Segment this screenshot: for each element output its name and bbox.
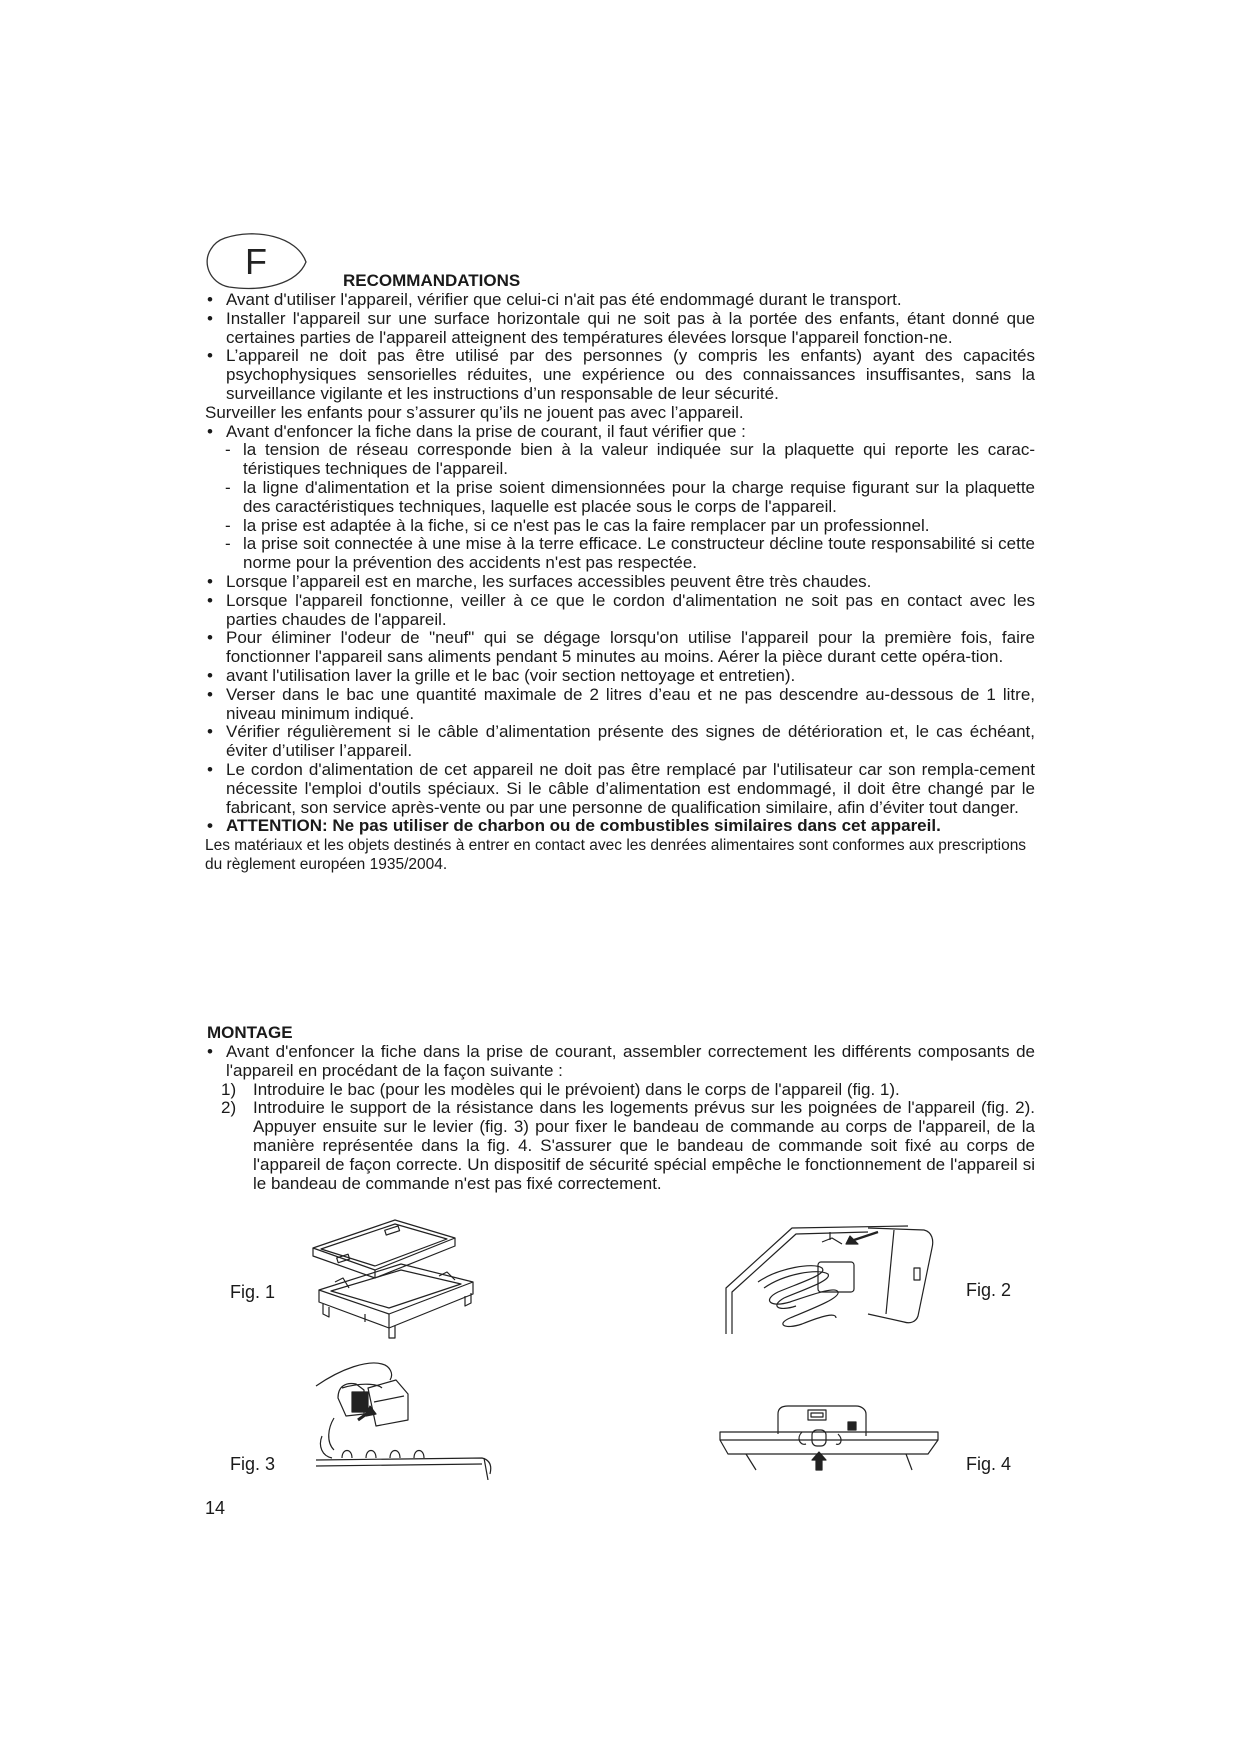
- line-text: la ligne d'alimentation et la prise soient dimensionnées pour la charge requise figurant sur la plaquette des caractéristiques techniques, laquelle est placée sous le corps de l'appareil.: [243, 477, 1035, 516]
- recommandations-line: [205, 723, 1035, 761]
- line-text: ATTENTION: Ne pas utiliser de charbon ou de combustibles similaires dans cet appareil.: [226, 816, 941, 836]
- list-marker: -: [225, 534, 231, 554]
- line-text: la prise est adaptée à la fiche, si ce n'est pas le cas la faire remplacer par un professionnel.: [243, 515, 930, 535]
- line-text: Les matériaux et les objets destinés à entrer en contact avec les denrées alimentaires sont conformes aux prescriptions du règlement européen 1935/2004.: [205, 837, 1027, 874]
- fig1-tray-illustration: [305, 1218, 495, 1358]
- fig4-label: Fig. 4: [966, 1454, 1012, 1474]
- list-marker: 2): [221, 1098, 237, 1118]
- recommandations-line: [205, 686, 1035, 724]
- recommandations-line: [205, 761, 1035, 817]
- recommandations-line: [205, 817, 1035, 836]
- fig3-label: Fig. 3: [230, 1454, 276, 1474]
- list-marker: •: [207, 590, 213, 610]
- list-marker: •: [207, 290, 213, 309]
- list-marker: •: [207, 684, 213, 704]
- fig3-lever-illustration: [312, 1358, 494, 1480]
- montage-line: [205, 1081, 1035, 1100]
- list-marker: •: [207, 722, 213, 742]
- recommandations-line: [205, 291, 1035, 310]
- recommandations-line: [205, 667, 1035, 686]
- recommandations-line: [205, 441, 1035, 479]
- line-text: L’appareil ne doit pas être utilisé par des personnes (y compris les enfants) ayant des capacités psychophysiques sensorielles réduites, une expérience ou des connaissances insuffisantes, sans la surveillance vigilante et les instructions d’un responsable de leur sécurité.: [226, 346, 1035, 403]
- language-badge: [205, 232, 309, 292]
- list-marker: •: [207, 759, 213, 779]
- list-marker: •: [207, 346, 213, 366]
- list-marker: •: [207, 665, 213, 685]
- list-marker: •: [207, 816, 213, 836]
- list-marker: -: [225, 440, 231, 460]
- fig2-heating-element-illustration: [718, 1218, 940, 1336]
- recommandations-line: [205, 479, 1035, 517]
- fig4-control-panel-illustration: [716, 1404, 942, 1474]
- montage-title: MONTAGE: [207, 1023, 293, 1042]
- line-text: Avant d'utiliser l'appareil, vérifier que celui-ci n'ait pas été endommagé durant le transport.: [226, 290, 902, 309]
- recommandations-line: [205, 535, 1035, 573]
- fig2-label: Fig. 2: [966, 1280, 1012, 1300]
- recommandations-list: [205, 291, 1035, 874]
- recommandations-line: [205, 404, 1035, 423]
- line-text: Verser dans le bac une quantité maximale de 2 litres d’eau et ne pas descendre au-dessous de 1 litre, niveau minimum indiqué.: [226, 684, 1035, 723]
- list-marker: •: [207, 1042, 213, 1061]
- montage-line: [205, 1043, 1035, 1081]
- page-number: 14: [205, 1498, 226, 1518]
- recommandations-line: [205, 347, 1035, 403]
- list-marker: •: [207, 571, 213, 591]
- recommandations-line: [205, 423, 1035, 442]
- list-marker: -: [225, 477, 231, 497]
- line-text: Pour éliminer l'odeur de "neuf" qui se dégage lorsqu'on utilise l'appareil pour la première fois, faire fonctionner l'appareil sans aliments pendant 5 minutes au moins. Aérer la pièce durant cette opéra-tion.: [226, 628, 1035, 667]
- montage-list: [205, 1043, 1035, 1193]
- list-marker: -: [225, 515, 231, 535]
- language-letter: F: [245, 241, 267, 282]
- list-marker: •: [207, 421, 213, 441]
- recommandations-line: [205, 592, 1035, 630]
- line-text: Introduire le bac (pour les modèles qui le prévoient) dans le corps de l'appareil (fig. 1).: [253, 1079, 900, 1099]
- list-marker: 1): [221, 1079, 237, 1099]
- line-text: Avant d'enfoncer la fiche dans la prise de courant, il faut vérifier que :: [226, 421, 746, 441]
- list-marker: •: [207, 628, 213, 648]
- recommandations-line: [205, 517, 1035, 536]
- montage-line: [205, 1099, 1035, 1193]
- line-text: Vérifier régulièrement si le câble d’alimentation présente des signes de détérioration et, le cas échéant, éviter d’utiliser l’appareil.: [226, 722, 1035, 761]
- line-text: Lorsque l’appareil est en marche, les surfaces accessibles peuvent être très chaudes.: [226, 571, 872, 591]
- line-text: Avant d'enfoncer la fiche dans la prise de courant, assembler correctement les différents composants de l'appareil en procédant de la façon suivante :: [226, 1042, 1035, 1080]
- recommandations-line: [205, 836, 1035, 874]
- line-text: Lorsque l'appareil fonctionne, veiller à ce que le cordon d'alimentation ne soit pas en contact avec les parties chaudes de l'appareil.: [226, 590, 1035, 629]
- list-marker: •: [207, 308, 213, 328]
- line-text: Surveiller les enfants pour s’assurer qu’ils ne jouent pas avec l’appareil.: [205, 402, 744, 422]
- line-text: la tension de réseau corresponde bien à la valeur indiquée sur la plaquette qui reporte les carac-téristiques techniques de l'appareil.: [243, 440, 1035, 479]
- line-text: la prise soit connectée à une mise à la terre efficace. Le constructeur décline toute responsabilité si cette norme pour la prévention des accidents n'est pas respectée.: [243, 534, 1035, 573]
- line-text: Introduire le support de la résistance dans les logements prévus sur les poignées de l'appareil (fig. 2). Appuyer ensuite sur le levier (fig. 3) pour fixer le bandeau de commande au corps de l'appareil, de la manière représentée dans la fig. 4. S'assurer que le bandeau de commande soit fixé au corps de l'appareil de façon correcte. Un dispositif de sécurité spécial empêche le fonctionnement de l'appareil si le bandeau de commande n'est pas fixé correctement.: [253, 1098, 1035, 1193]
- line-text: Installer l'appareil sur une surface horizontale qui ne soit pas à la portée des enfants, étant donné que certaines parties de l'appareil atteignent des températures élevées lorsque l'appareil fonction-ne.: [226, 308, 1035, 347]
- recommandations-line: [205, 629, 1035, 667]
- recommandations-line: [205, 310, 1035, 348]
- fig1-label: Fig. 1: [230, 1282, 276, 1302]
- line-text: Le cordon d'alimentation de cet appareil ne doit pas être remplacé par l'utilisateur car son rempla-cement nécessite l'emploi d'outils spéciaux. Si le câble d’alimentation est endommagé, il doit être changé par le fabricant, son service après-vente ou par une personne de qualification similaire, afin d’éviter tout danger.: [226, 759, 1035, 817]
- line-text: avant l'utilisation laver la grille et le bac (voir section nettoyage et entretien).: [226, 665, 796, 685]
- recommandations-title: RECOMMANDATIONS: [343, 271, 521, 290]
- recommandations-line: [205, 573, 1035, 592]
